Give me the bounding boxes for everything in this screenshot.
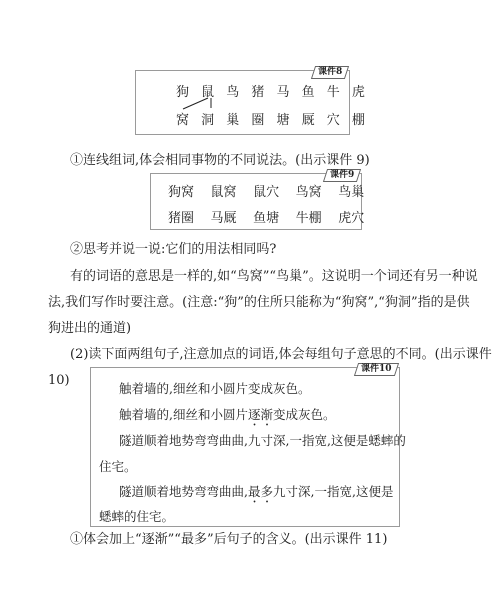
courseware-8-tag: 课件8 [311, 66, 349, 79]
courseware-10-box [90, 364, 406, 527]
instruction-2: ②思考并说一说:它们的用法相同吗? [70, 242, 277, 257]
courseware-10-tag: 课件10 [354, 363, 399, 376]
emphasized-word: 最多 [247, 484, 273, 499]
paragraph-line: 狗进出的通道) [48, 321, 132, 336]
instruction-4: ①体会加上“逐渐”“最多”后句子的含义。(出示课件 11) [70, 532, 388, 547]
instruction-3-cont: 10) [48, 373, 70, 388]
word: 猪圈 [168, 211, 195, 226]
instruction-3: (2)读下面两组句子,注意加点的词语,体会每组句子意思的不同。(出示课件 [70, 347, 492, 362]
courseware-8-box [135, 67, 369, 135]
sentence-4: 隧道顺着地势弯弯曲曲,最多九寸深,一指宽,这便是 [119, 484, 394, 499]
sentence-1: 触着墙的,细丝和小圆片变成灰色。 [119, 381, 311, 396]
word: 虎穴 [338, 211, 365, 226]
word-row-2 [168, 207, 364, 226]
word: 鱼塘 [253, 211, 280, 226]
paragraph-line: 有的词语的意思是一样的,如“鸟窝”“鸟巢”。这说明一个词还有另一种说 [70, 269, 478, 284]
courseware-9-box [150, 170, 365, 230]
word-row-1 [168, 181, 364, 200]
word: 狗窝 [168, 185, 195, 200]
animal-row: 狗 鼠 鸟 猪 马 鱼 牛 虎 [176, 85, 369, 100]
paragraph-line: 法,我们写作时要注意。(注意:“狗”的住所只能称为“狗窝”,“狗洞”指的是供 [48, 295, 470, 310]
word: 牛棚 [295, 211, 322, 226]
sentence-2: 触着墙的,细丝和小圆片逐渐变成灰色。 [119, 407, 336, 422]
word: 鼠穴 [253, 185, 280, 200]
word: 马厩 [210, 211, 237, 226]
courseware-9-tag: 课件9 [323, 169, 361, 182]
dwelling-row: 窝 洞 巢 圈 塘 厩 穴 棚 [176, 113, 369, 128]
word: 鼠窝 [210, 185, 237, 200]
sentence-3: 隧道顺着地势弯弯曲曲,九寸深,一指宽,这便是蟋蟀的 [119, 433, 406, 448]
emphasized-word: 逐渐 [247, 407, 273, 422]
word: 鸟窝 [295, 185, 322, 200]
sentence-3-cont: 住宅。 [99, 459, 137, 474]
instruction-1: ①连线组词,体会相同事物的不同说法。(出示课件 9) [70, 153, 370, 168]
sentence-4-cont: 蟋蟀的住宅。 [99, 509, 175, 524]
connecting-lines [136, 71, 351, 136]
word: 鸟巢 [338, 185, 365, 200]
